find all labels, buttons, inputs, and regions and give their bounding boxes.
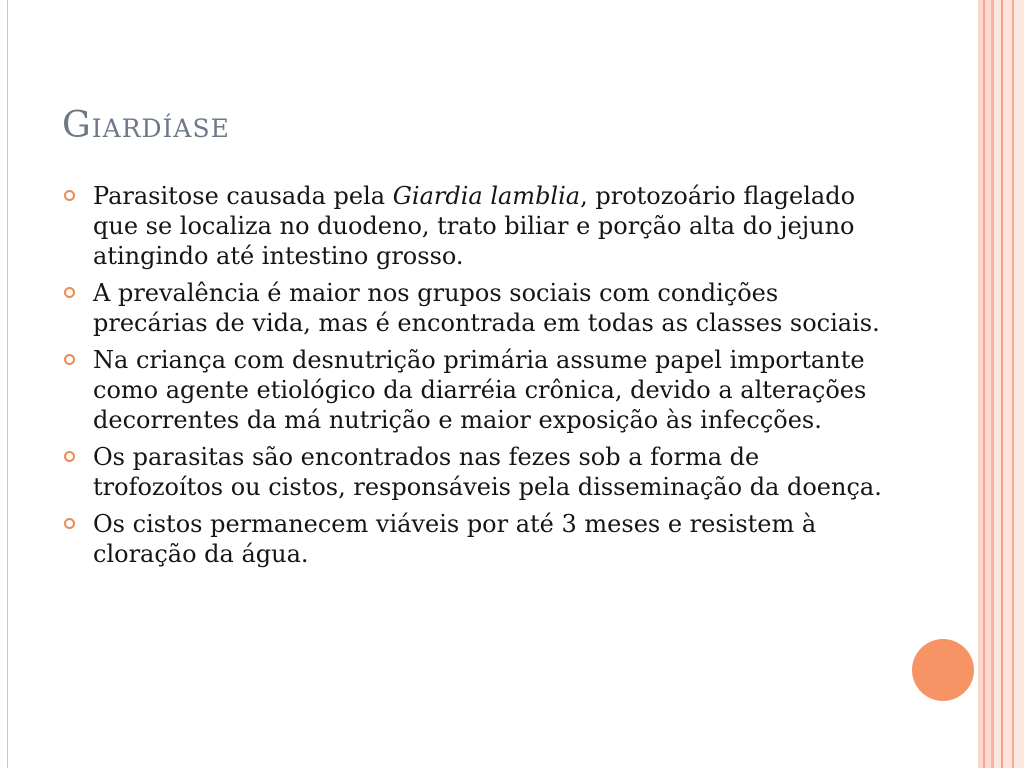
bullet-item <box>62 509 892 569</box>
right-stripe <box>994 0 1001 768</box>
bullet-item <box>62 345 892 435</box>
right-stripe <box>1003 0 1012 768</box>
bullet-list <box>62 181 892 576</box>
slide-title: Giardíase <box>62 105 230 146</box>
decorative-circle <box>912 639 974 701</box>
ring-bullet-icon <box>64 354 75 365</box>
ring-bullet-icon <box>64 518 75 529</box>
left-border-line <box>7 0 8 768</box>
ring-bullet-icon <box>64 451 75 462</box>
bullet-item <box>62 442 892 502</box>
species-name: Giardia lamblia <box>392 182 581 210</box>
bullet-item <box>62 278 892 338</box>
bullet-text-end: , protozoário flagelado que se localiza no duodeno, trato biliar e porção alta do jejuno atingindo até intestino grosso. <box>93 182 856 270</box>
ring-bullet-icon <box>64 190 75 201</box>
bullet-text <box>93 182 855 270</box>
bullet-text-start: Parasitose causada pela <box>93 182 393 210</box>
right-stripe <box>1014 0 1024 768</box>
ring-bullet-icon <box>64 287 75 298</box>
bullet-text: Os cistos permanecem viáveis por até 3 meses e resistem à cloração da água. <box>93 510 817 568</box>
bullet-text: Os parasitas são encontrados nas fezes sob a forma de trofozoítos ou cistos, responsáveis pela disseminação da doença. <box>93 443 882 501</box>
bullet-text: Na criança com desnutrição primária assume papel importante como agente etiológico da diarréia crônica, devido a alterações decorrentes da má nutrição e maior exposição às infecções. <box>93 346 867 434</box>
bullet-item <box>62 181 892 271</box>
bullet-text: A prevalência é maior nos grupos sociais com condições precárias de vida, mas é encontrada em todas as classes sociais. <box>93 279 880 337</box>
